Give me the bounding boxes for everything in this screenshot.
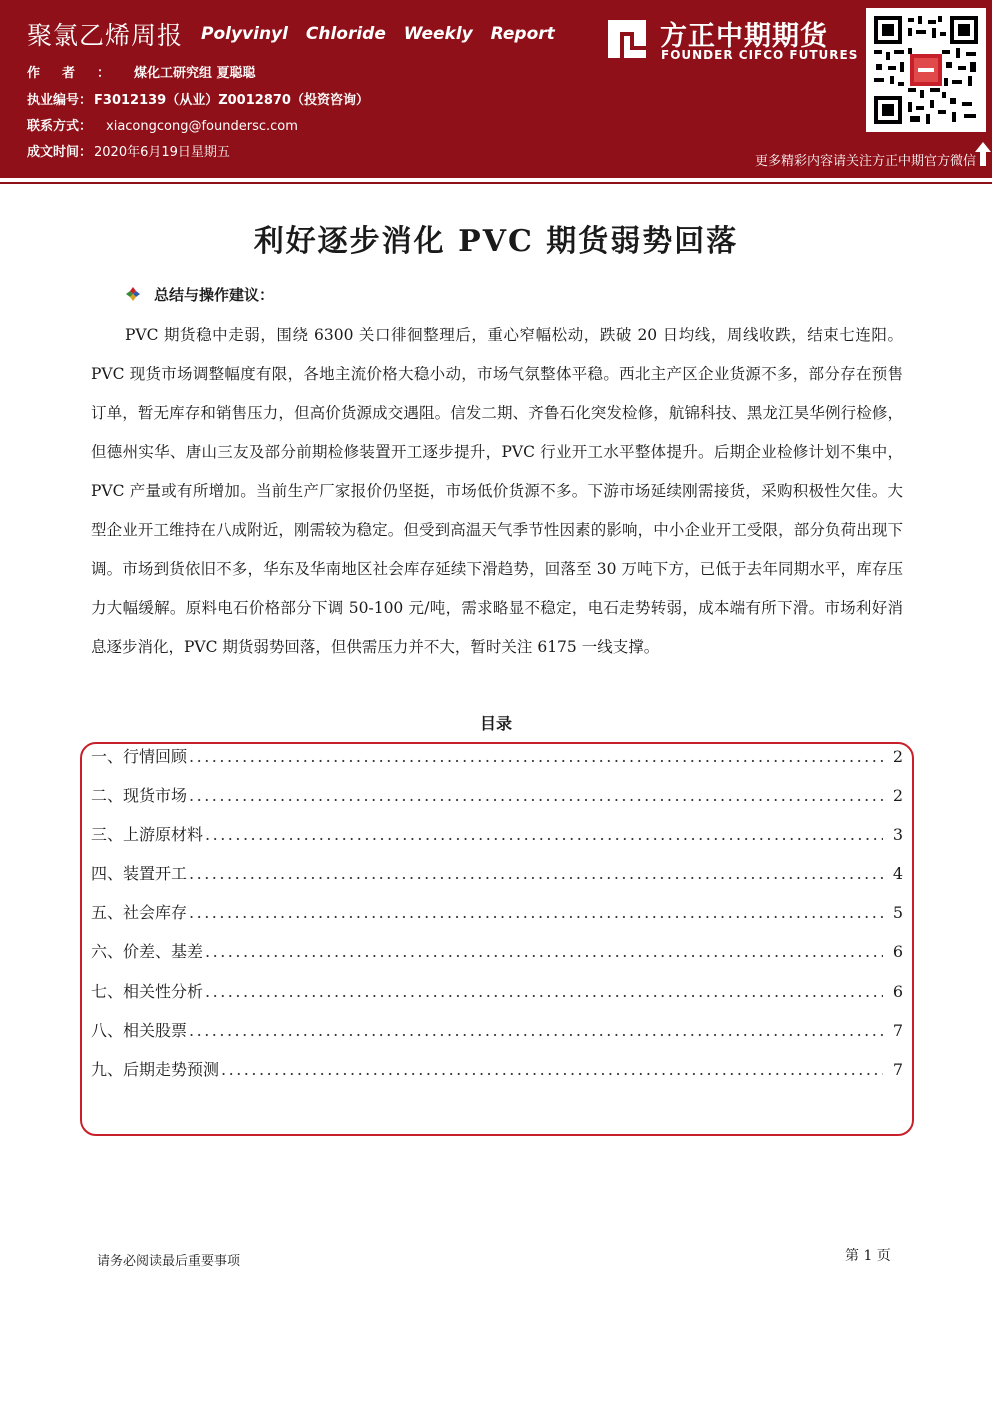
toc-item-label: 一、行情回顾 — [91, 747, 188, 766]
author-value: 煤化工研究组 夏聪聪 — [134, 66, 256, 81]
toc-item-page: 7 — [892, 1020, 903, 1040]
footer-disclaimer: 请务必阅读最后重要事项 — [97, 1254, 241, 1269]
toc-item[interactable] — [91, 744, 903, 783]
toc-item-page: 5 — [892, 903, 903, 923]
diamond-bullet-icon — [126, 287, 140, 301]
toc-item[interactable] — [91, 861, 903, 900]
summary-heading-text: 总结与操作建议： — [154, 286, 275, 304]
toc-leader-dots — [189, 786, 883, 805]
toc-item-label: 二、现货市场 — [91, 786, 188, 806]
toc-item-label: 四、装置开工 — [91, 864, 188, 884]
up-arrow-icon — [975, 142, 991, 166]
header-divider — [0, 172, 992, 178]
license-row — [27, 89, 369, 108]
toc-leader-dots — [189, 864, 883, 883]
wechat-qr-code — [866, 8, 986, 132]
summary-paragraph: PVC 期货稳中走弱，围绕 6300 关口徘徊整理后，重心窄幅松动，跌破 20 日均线，周线收跌，结束七连阳。PVC 现货市场调整幅度有限，各地主流价格大稳小动，市场气氛整体平稳。西北主产区企业货源不多，部分存在预售订单，暂无库存和销售压力，但高价货源成交遇阻。信发二期、齐鲁石化突发检修，航锦科技、黑龙江昊华例行检修，但德州实华、唐山三友及部分前期检修装置开工逐步提升，PVC 行业开工水平整体提升。后期企业检修计划不集中，PVC 产量或有所增加。当前生产厂家报价仍坚挺，市场低价货源不多。下游市场延续刚需接货，采购积极性欠佳。大型企业开工维持在八成附近，刚需较为稳定。但受到高温天气季节性因素的影响，中小企业开工受限，部分负荷出现下调。市场到货依旧不多，华东及华南地区社会库存延续下滑趋势，回落至 30 万吨下方，已低于去年同期水平，库存压力大幅缓解。原料电石价格部分下调 50-100 元/吨，需求略显不稳定，电石走势转弱，成本端有所下滑。市场利好消息逐步消化，PVC 期货弱势回落，但供需压力并不大，暂时关注 6175 一线支撑。 — [91, 326, 903, 656]
toc-item-label: 八、相关股票 — [91, 1020, 188, 1040]
company-logo — [604, 14, 859, 64]
logo-text-en: FOUNDER CIFCO FUTURES — [661, 48, 859, 62]
header-thin-divider — [0, 182, 992, 184]
toc-leader-dots — [205, 825, 883, 844]
license-label: 执业编号： — [27, 93, 93, 108]
toc-item[interactable] — [91, 939, 903, 978]
toc-leader-dots — [205, 982, 883, 1001]
page-number: 第 1 页 — [845, 1248, 891, 1264]
toc-item-page: 2 — [892, 786, 903, 806]
toc-item-page: 7 — [892, 1059, 903, 1079]
toc-item[interactable] — [91, 979, 903, 1018]
toc-item-label: 三、上游原材料 — [91, 825, 204, 845]
toc-item-label: 九、后期走势预测 — [91, 1059, 220, 1079]
report-title-cn: 聚氯乙烯周报 — [27, 21, 184, 50]
author-row — [27, 62, 256, 81]
toc-list — [91, 744, 903, 1096]
toc-leader-dots — [189, 1021, 883, 1040]
toc-leader-dots — [189, 747, 883, 766]
founder-logo-icon — [604, 16, 650, 62]
toc-item-label: 五、社会库存 — [91, 903, 188, 923]
report-title-en: Polyvinyl Chloride Weekly Report — [201, 24, 555, 44]
logo-text-cn: 方正中期期货 — [660, 21, 828, 52]
date-row — [27, 141, 230, 160]
report-header-band — [0, 0, 992, 172]
toc-item[interactable] — [91, 900, 903, 939]
toc-leader-dots — [189, 903, 883, 922]
toc-item-page: 3 — [892, 825, 903, 845]
contact-email[interactable]: xiacongcong@foundersc.com — [106, 119, 298, 134]
contact-row — [27, 115, 298, 134]
main-title: 利好逐步消化 PVC 期货弱势回落 — [253, 224, 739, 259]
toc-item-page: 6 — [892, 981, 903, 1001]
license-value: F3012139（从业）Z0012870（投资咨询） — [94, 93, 369, 108]
toc-item[interactable] — [91, 783, 903, 822]
qr-code-icon — [872, 14, 980, 126]
toc-item-page: 2 — [892, 747, 903, 766]
toc-item-label: 六、价差、基差 — [91, 942, 204, 962]
wechat-follow-note: 更多精彩内容请关注方正中期官方微信 — [754, 154, 976, 169]
date-value: 2020年6月19日星期五 — [94, 145, 230, 160]
toc-item[interactable] — [91, 822, 903, 861]
toc-item[interactable] — [91, 1018, 903, 1057]
toc-leader-dots — [221, 1060, 883, 1079]
contact-label: 联系方式： — [27, 119, 93, 134]
date-label: 成文时间： — [27, 145, 93, 160]
summary-heading — [126, 284, 274, 305]
toc-leader-dots — [205, 942, 883, 961]
toc-item-label: 七、相关性分析 — [91, 981, 204, 1001]
toc-title: 目录 — [479, 714, 512, 733]
toc-item-page: 6 — [892, 942, 903, 962]
toc-item[interactable] — [91, 1057, 903, 1096]
author-label: 作者： — [27, 66, 133, 81]
toc-item-page: 4 — [892, 864, 903, 884]
